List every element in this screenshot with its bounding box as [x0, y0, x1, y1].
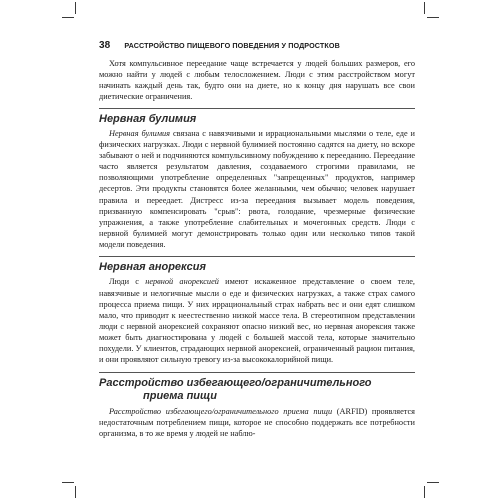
section-divider: [99, 108, 415, 109]
bulimia-text: связана с навязчивыми и иррациональными мыслями о теле, еде и физических нагрузках. Люди с нервной булимией постоянно садятся на диету, но вскоре забывают о ней и подчиняются компульсивному побуждению к перееданию. Переедание часто является результатом давления, создаваемого строгими правилами, не позволяющими употребление определенных "запрещенных" продуктов, например десертов. Эти продукты становятся более желанными, чем обычно; человек нарушает правила и переедает. Дистресс из-за переедания вызывает модель поведения, призванную компенсировать "срыв": рвота, голодание, чрезмерные физические упражнения, а также употребление слабительных и мочегонных средств. Люди с нервной булимией могут демонстрировать только один или несколько типов такой модели поведения.: [99, 128, 415, 250]
term-anorexia: нервной анорексией: [145, 277, 219, 287]
anorexia-paragraph: [99, 276, 415, 365]
crop-mark: [75, 2, 76, 14]
crop-mark: [427, 482, 439, 483]
intro-paragraph: Хотя компульсивное переедание чаще встречается у людей больших размеров, его можно найти у людей с любым телосложением. Люди с этим расстройством могут начинать каждый день так, будто они на диете, но к концу дня нарушать все свои диетические ограничения.: [99, 59, 415, 102]
crop-mark: [62, 17, 74, 18]
term-arfid: Расстройство избегающего/ограничительного приема пищи: [109, 406, 333, 416]
arfid-title-line-1: Расстройство избегающего/ограничительного: [99, 376, 372, 389]
running-title: РАССТРОЙСТВО ПИЩЕВОГО ПОВЕДЕНИЯ У ПОДРОСТКОВ: [124, 41, 340, 50]
arfid-text: (ARFID) проявляется недостаточным потреблением пищи, которое не способно поддержать все потребности организма, в то же время у людей не наблю-: [99, 406, 415, 438]
bulimia-paragraph: [99, 128, 415, 251]
anorexia-text: имеют искаженное представление о своем теле, навязчивые и нелогичные мысли о еде и физических нагрузках, а также страх самого процесса приема пищи. У них иррациональный страх набрать вес и они едят слишком мало, что приводит к неестественно низкой массе тела. В стереотипном представлении люди с нервной анорексией сохраняют опасно низкий вес, но нервная анорексия также может быть диагностирована у людей с большей массой тела, которые значительно похудели. У клиентов, страдающих нервной анорексией, ограниченный рацион питания, и они проявляют сильную тревогу из-за высококалорийной пищи.: [99, 277, 415, 365]
arfid-title-line-2: приема пищи: [143, 389, 218, 402]
section-divider: [99, 256, 415, 257]
anorexia-lead: Люди с: [109, 277, 146, 287]
term-bulimia: Нервная булимия: [109, 128, 171, 138]
section-divider: [99, 372, 415, 373]
running-header: [99, 40, 415, 54]
page-number: 38: [99, 40, 111, 51]
section-heading-arfid: [99, 377, 415, 403]
crop-mark: [75, 486, 76, 498]
crop-mark: [424, 486, 425, 498]
crop-mark: [62, 482, 74, 483]
section-heading-bulimia: Нервная булимия: [99, 112, 197, 125]
arfid-paragraph: [99, 406, 415, 439]
crop-mark: [427, 17, 439, 18]
crop-mark: [424, 2, 425, 14]
section-heading-anorexia: Нервная анорексия: [99, 261, 206, 274]
book-page: [99, 40, 415, 439]
